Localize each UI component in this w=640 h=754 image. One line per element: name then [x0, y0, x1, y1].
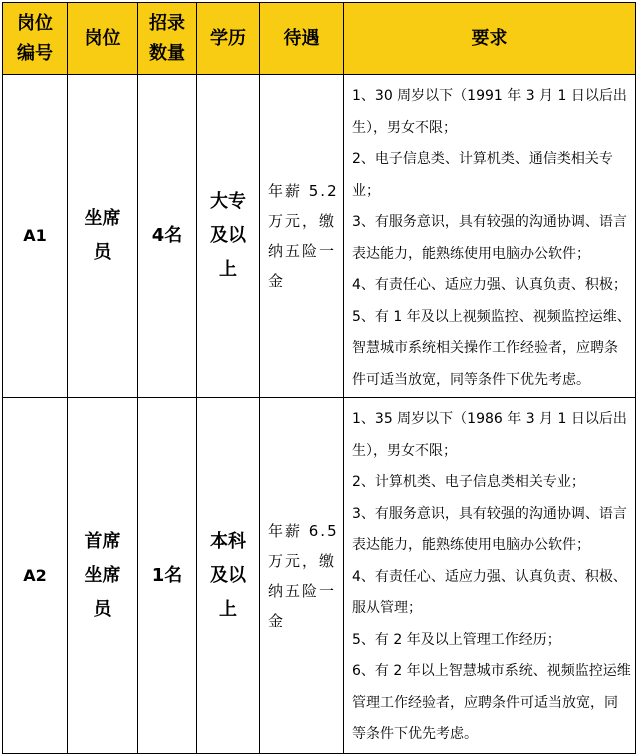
- salary-cell: 年薪 5.2 万元，缴 纳五险一 金: [260, 75, 344, 398]
- quota-cell: 1名: [138, 398, 197, 754]
- requirement-item: 4、有责任心、适应力强、认真负责、积极；: [352, 277, 627, 293]
- post-code-cell: A2: [3, 398, 68, 754]
- recruitment-table-container: [2, 2, 636, 754]
- requirement-item: 5、有 1 年及以上视频监控、视频监控运维、智慧城市系统相关操作工作经验者，应聘条件可适当放宽，同等条件下优先考虑。: [352, 308, 631, 388]
- header-post: 岗位: [68, 3, 138, 75]
- header-requirements: 要求: [344, 3, 636, 75]
- header-salary: 待遇: [260, 3, 344, 75]
- salary-cell: 年薪 6.5 万元，缴 纳五险一 金: [260, 398, 344, 754]
- post-code-cell: A1: [3, 75, 68, 398]
- requirements-cell: [344, 398, 636, 754]
- requirement-item: 2、计算机类、电子信息类相关专业；: [352, 474, 585, 490]
- header-post-code: 岗位 编号: [3, 3, 68, 75]
- education-cell: 本科 及以 上: [197, 398, 260, 754]
- post-cell: 坐席 员: [68, 75, 138, 398]
- post-cell: 首席 坐席 员: [68, 398, 138, 754]
- header-education: 学历: [197, 3, 260, 75]
- requirement-item: 3、有服务意识，具有较强的沟通协调、语言表达能力，能熟练使用电脑办公软件；: [352, 505, 627, 553]
- requirement-item: 6、有 2 年以上智慧城市系统、视频监控运维管理工作经验者，应聘条件可适当放宽，同等条件下优先考虑。: [352, 663, 631, 742]
- requirement-item: 1、35 周岁以下（1986 年 3 月 1 日以后出生），男女不限；: [352, 411, 627, 459]
- recruitment-table: [2, 2, 636, 754]
- table-row: [3, 75, 636, 398]
- requirement-item: 3、有服务意识，具有较强的沟通协调、语言表达能力，能熟练使用电脑办公软件；: [352, 214, 627, 262]
- quota-cell: 4名: [138, 75, 197, 398]
- education-cell: 大专 及以 上: [197, 75, 260, 398]
- table-row: [3, 398, 636, 754]
- requirement-item: 2、电子信息类、计算机类、通信类相关专业；: [352, 151, 613, 199]
- requirements-cell: [344, 75, 636, 398]
- header-row: [3, 3, 636, 75]
- requirement-item: 4、有责任心、适应力强、认真负责、积极、服从管理；: [352, 568, 627, 616]
- header-quota: 招录 数量: [138, 3, 197, 75]
- requirement-item: 5、有 2 年及以上管理工作经历；: [352, 631, 561, 648]
- requirement-item: 1、30 周岁以下（1991 年 3 月 1 日以后出生），男女不限；: [352, 88, 627, 136]
